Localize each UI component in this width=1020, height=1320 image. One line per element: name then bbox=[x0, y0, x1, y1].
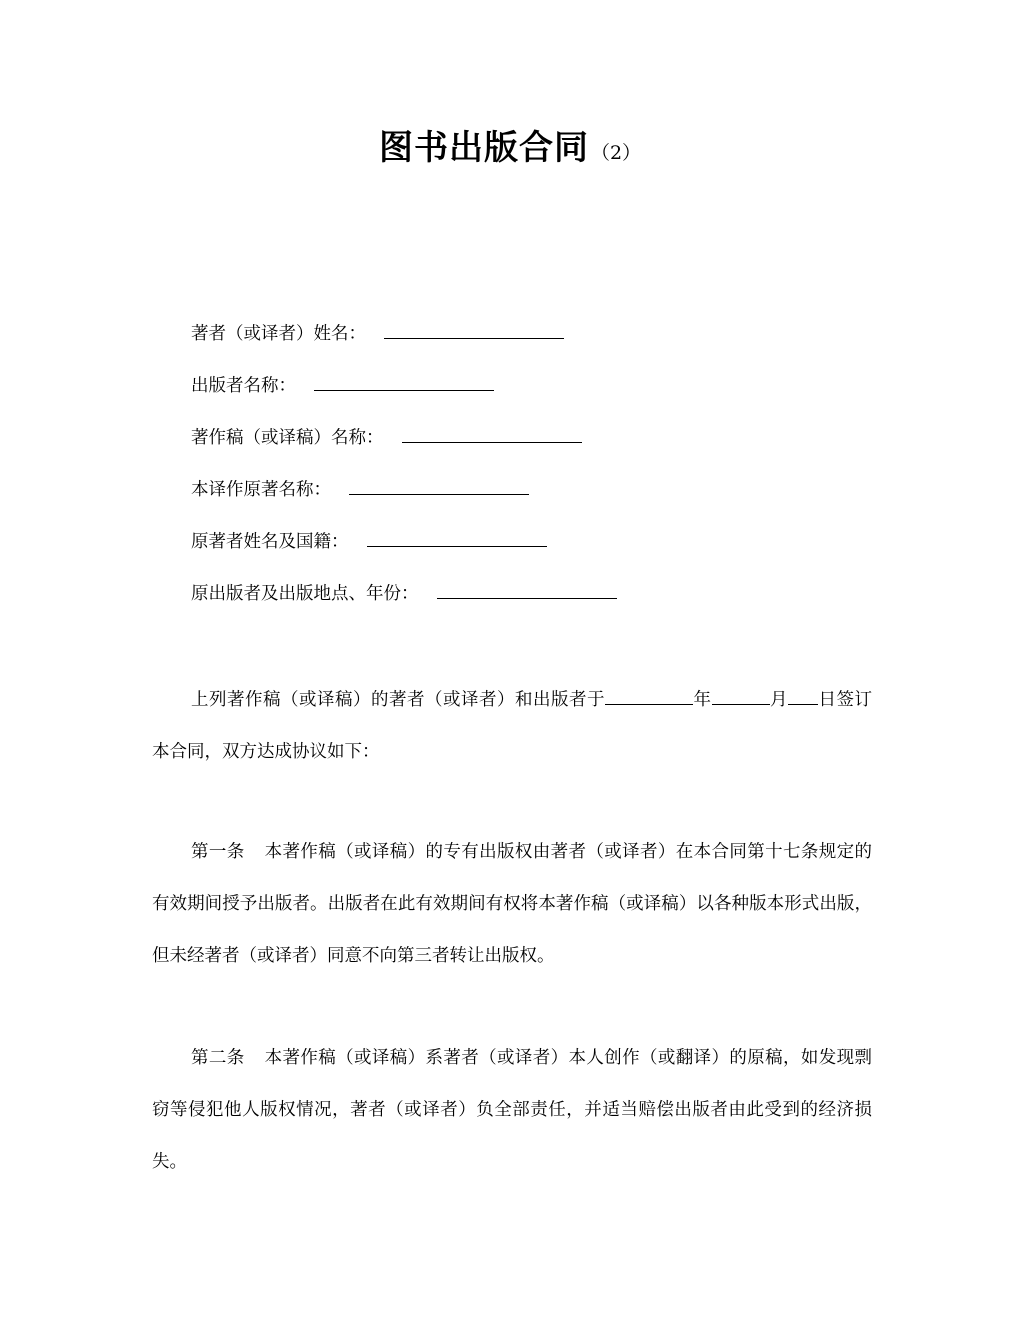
field-label: 著者（或译者）姓名： bbox=[191, 324, 366, 344]
field-label: 原著者姓名及国籍： bbox=[191, 532, 349, 552]
contract-fields bbox=[191, 318, 951, 630]
article-1 bbox=[152, 826, 872, 982]
title-main: 图书出版合同 bbox=[378, 128, 589, 168]
article-2 bbox=[152, 1032, 872, 1188]
field-author-name bbox=[191, 318, 951, 370]
year-blank[interactable] bbox=[605, 686, 693, 705]
field-manuscript-name bbox=[191, 422, 951, 474]
field-original-work-name bbox=[191, 474, 951, 526]
field-blank-line[interactable] bbox=[437, 578, 617, 599]
field-label: 出版者名称： bbox=[191, 376, 296, 396]
field-label: 著作稿（或译稿）名称： bbox=[191, 428, 384, 448]
intro-text-before: 上列著作稿（或译稿）的著者（或译者）和出版者于 bbox=[191, 690, 605, 710]
article-number: 第一条 bbox=[191, 842, 245, 862]
article-number: 第二条 bbox=[191, 1048, 245, 1068]
field-publisher-name bbox=[191, 370, 951, 422]
intro-year-label: 年 bbox=[693, 690, 712, 710]
field-original-publisher bbox=[191, 578, 951, 630]
field-original-author bbox=[191, 526, 951, 578]
field-blank-line[interactable] bbox=[384, 318, 564, 339]
intro-text-after: 日签订本合同，双方达成协议如下： bbox=[152, 690, 872, 762]
month-blank[interactable] bbox=[712, 686, 770, 705]
article-text: 本著作稿（或译稿）系著者（或译者）本人创作（或翻译）的原稿，如发现剽窃等侵犯他人版权情况，著者（或译者）负全部责任，并适当赔偿出版者由此受到的经济损失。 bbox=[152, 1048, 872, 1172]
field-blank-line[interactable] bbox=[402, 422, 582, 443]
field-blank-line[interactable] bbox=[367, 526, 547, 547]
title-suffix: （2） bbox=[590, 142, 642, 164]
intro-month-label: 月 bbox=[769, 690, 788, 710]
field-blank-line[interactable] bbox=[314, 370, 494, 391]
field-label: 本译作原著名称： bbox=[191, 480, 331, 500]
day-blank[interactable] bbox=[788, 686, 818, 705]
intro-paragraph bbox=[152, 674, 872, 778]
field-label: 原出版者及出版地点、年份： bbox=[191, 584, 419, 604]
document-title bbox=[0, 120, 1020, 169]
field-blank-line[interactable] bbox=[349, 474, 529, 495]
article-text: 本著作稿（或译稿）的专有出版权由著者（或译者）在本合同第十七条规定的有效期间授予出版者。出版者在此有效期间有权将本著作稿（或译稿）以各种版本形式出版，但未经著者（或译者）同意不向第三者转让出版权。 bbox=[152, 842, 872, 966]
